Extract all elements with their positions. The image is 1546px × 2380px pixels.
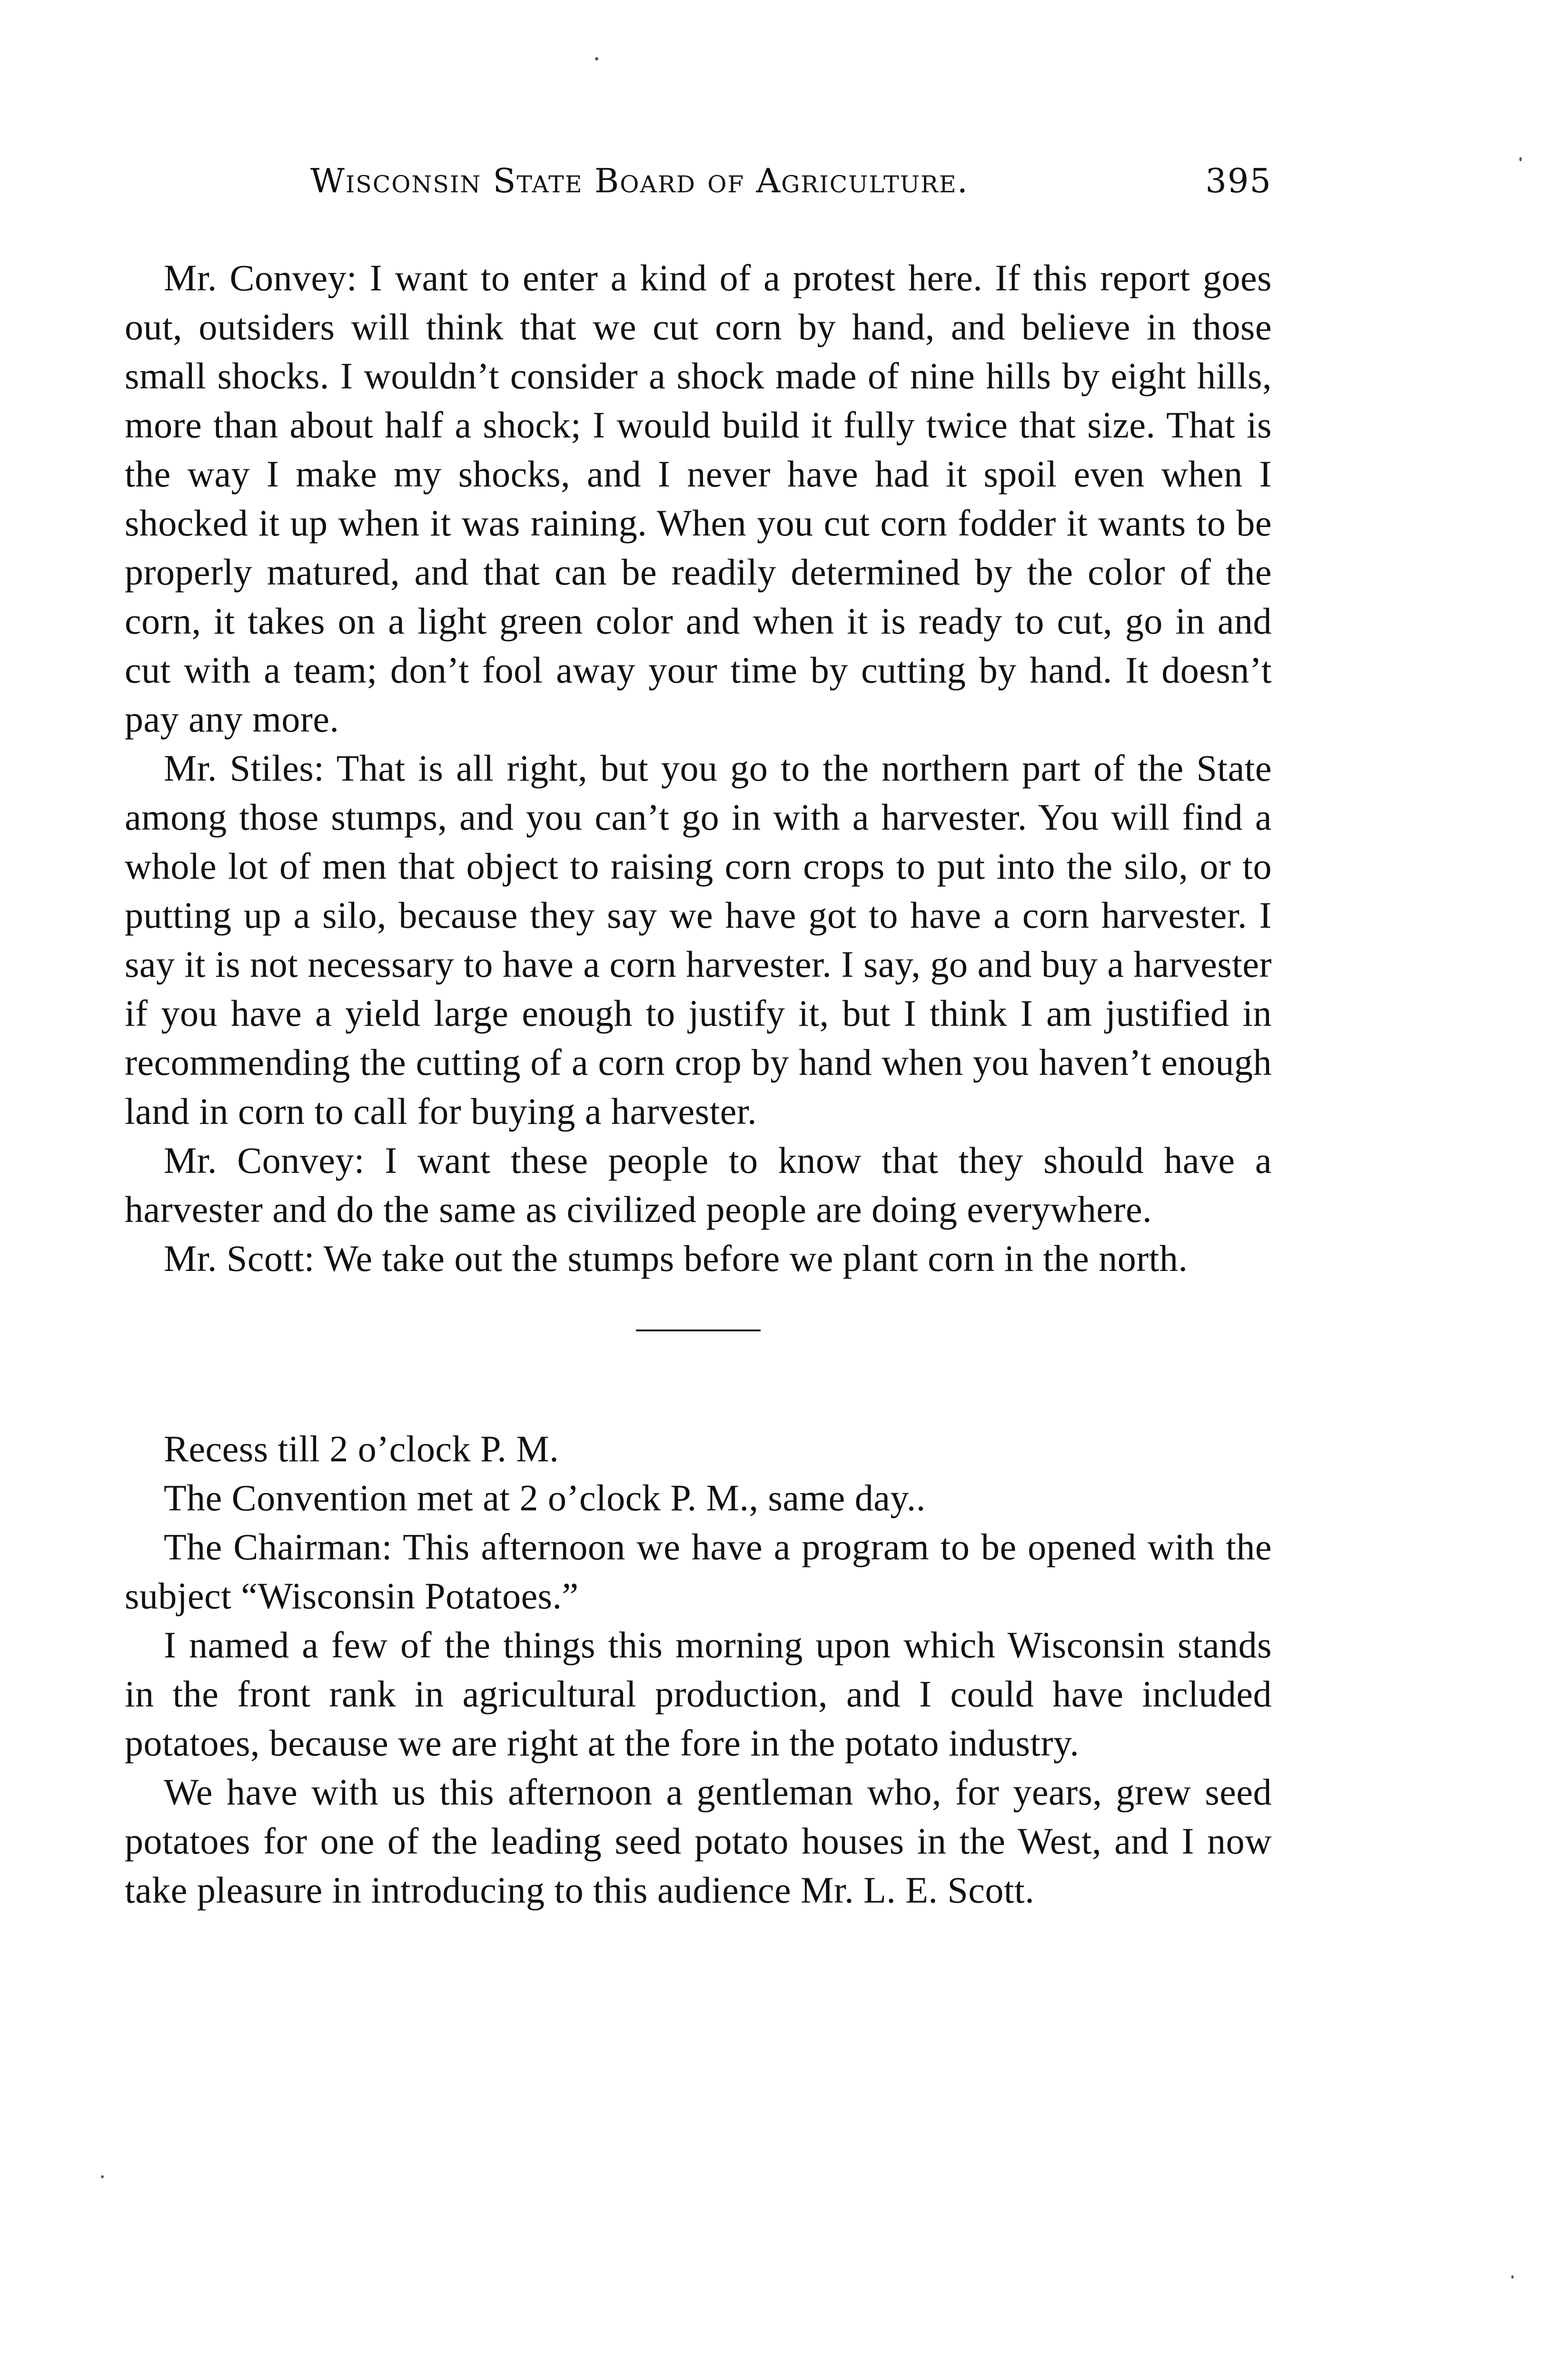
scan-speck [1519,157,1522,161]
scan-speck [101,2175,104,2178]
paragraph-introduce-scott: We have with us this afternoon a gentleman who, for years, grew seed potatoes for one of the leading seed potato houses in the West, and I now take pleasure in introducing to this audience Mr. L. E. Scott. [125,1771,1272,1911]
paragraph-chairman-program: The Chairman: This afternoon we have a program to be opened with the subject “Wisconsin Potatoes.” [125,1526,1272,1616]
scan-speck [595,57,598,60]
paragraph-recess: Recess till 2 o’clock P. M. [164,1428,559,1469]
page-number: 395 [1205,161,1272,200]
paragraph-wisconsin-rank: I named a few of the things this morning upon which Wisconsin stands in the front rank in agricultural production, and I could have included potatoes, because we are right at the fore in the potato industry. [125,1624,1272,1764]
paragraph-scott-stumps: Mr. Scott: We take out the stumps before we plant corn in the north. [164,1238,1188,1279]
paragraph-convey-protest: Mr. Convey: I want to enter a kind of a protest here. If this report goes out, outsiders will think that we cut corn by hand, and believe in those small shocks. I wouldn’t consider a shock made of nine hills by eight hills, more than about half a shock; I would build it fully twice that size. That is the way I make my shocks, and I never have had it spoil even when I shocked it up when it was raining. When you cut corn fodder it wants to be properly matured, and that can be readily determined by the color of the corn, it takes on a light green color and when it is ready to cut, go in and cut with a team; don’t fool away your time by cutting by hand. It doesn’t pay any more. [125,257,1272,740]
running-head [125,157,1272,205]
paragraph-convention-met: The Convention met at 2 o’clock P. M., same day.. [164,1477,926,1518]
running-title: Wisconsin State Board of Agriculture. [310,161,969,200]
paragraph-convey-harvester: Mr. Convey: I want these people to know that they should have a harvester and do the same as civilized people are doing everywhere. [125,1140,1272,1230]
section-divider-rule [636,1329,761,1331]
scan-speck [1511,2275,1514,2279]
body-text [125,253,1272,1914]
paragraph-stiles-reply: Mr. Stiles: That is all right, but you go to the northern part of the State among those stumps, and you can’t go in with a harvester. You will find a whole lot of men that object to raising corn crops to put into the silo, or to putting up a silo, because they say we have got to have a corn harvester. I say it is not necessary to have a corn harvester. I say, go and buy a harvester if you have a yield large enough to justify it, but I think I am justified in recommending the cutting of a corn crop by hand when you haven’t enough land in corn to call for buying a harvester. [125,747,1272,1132]
